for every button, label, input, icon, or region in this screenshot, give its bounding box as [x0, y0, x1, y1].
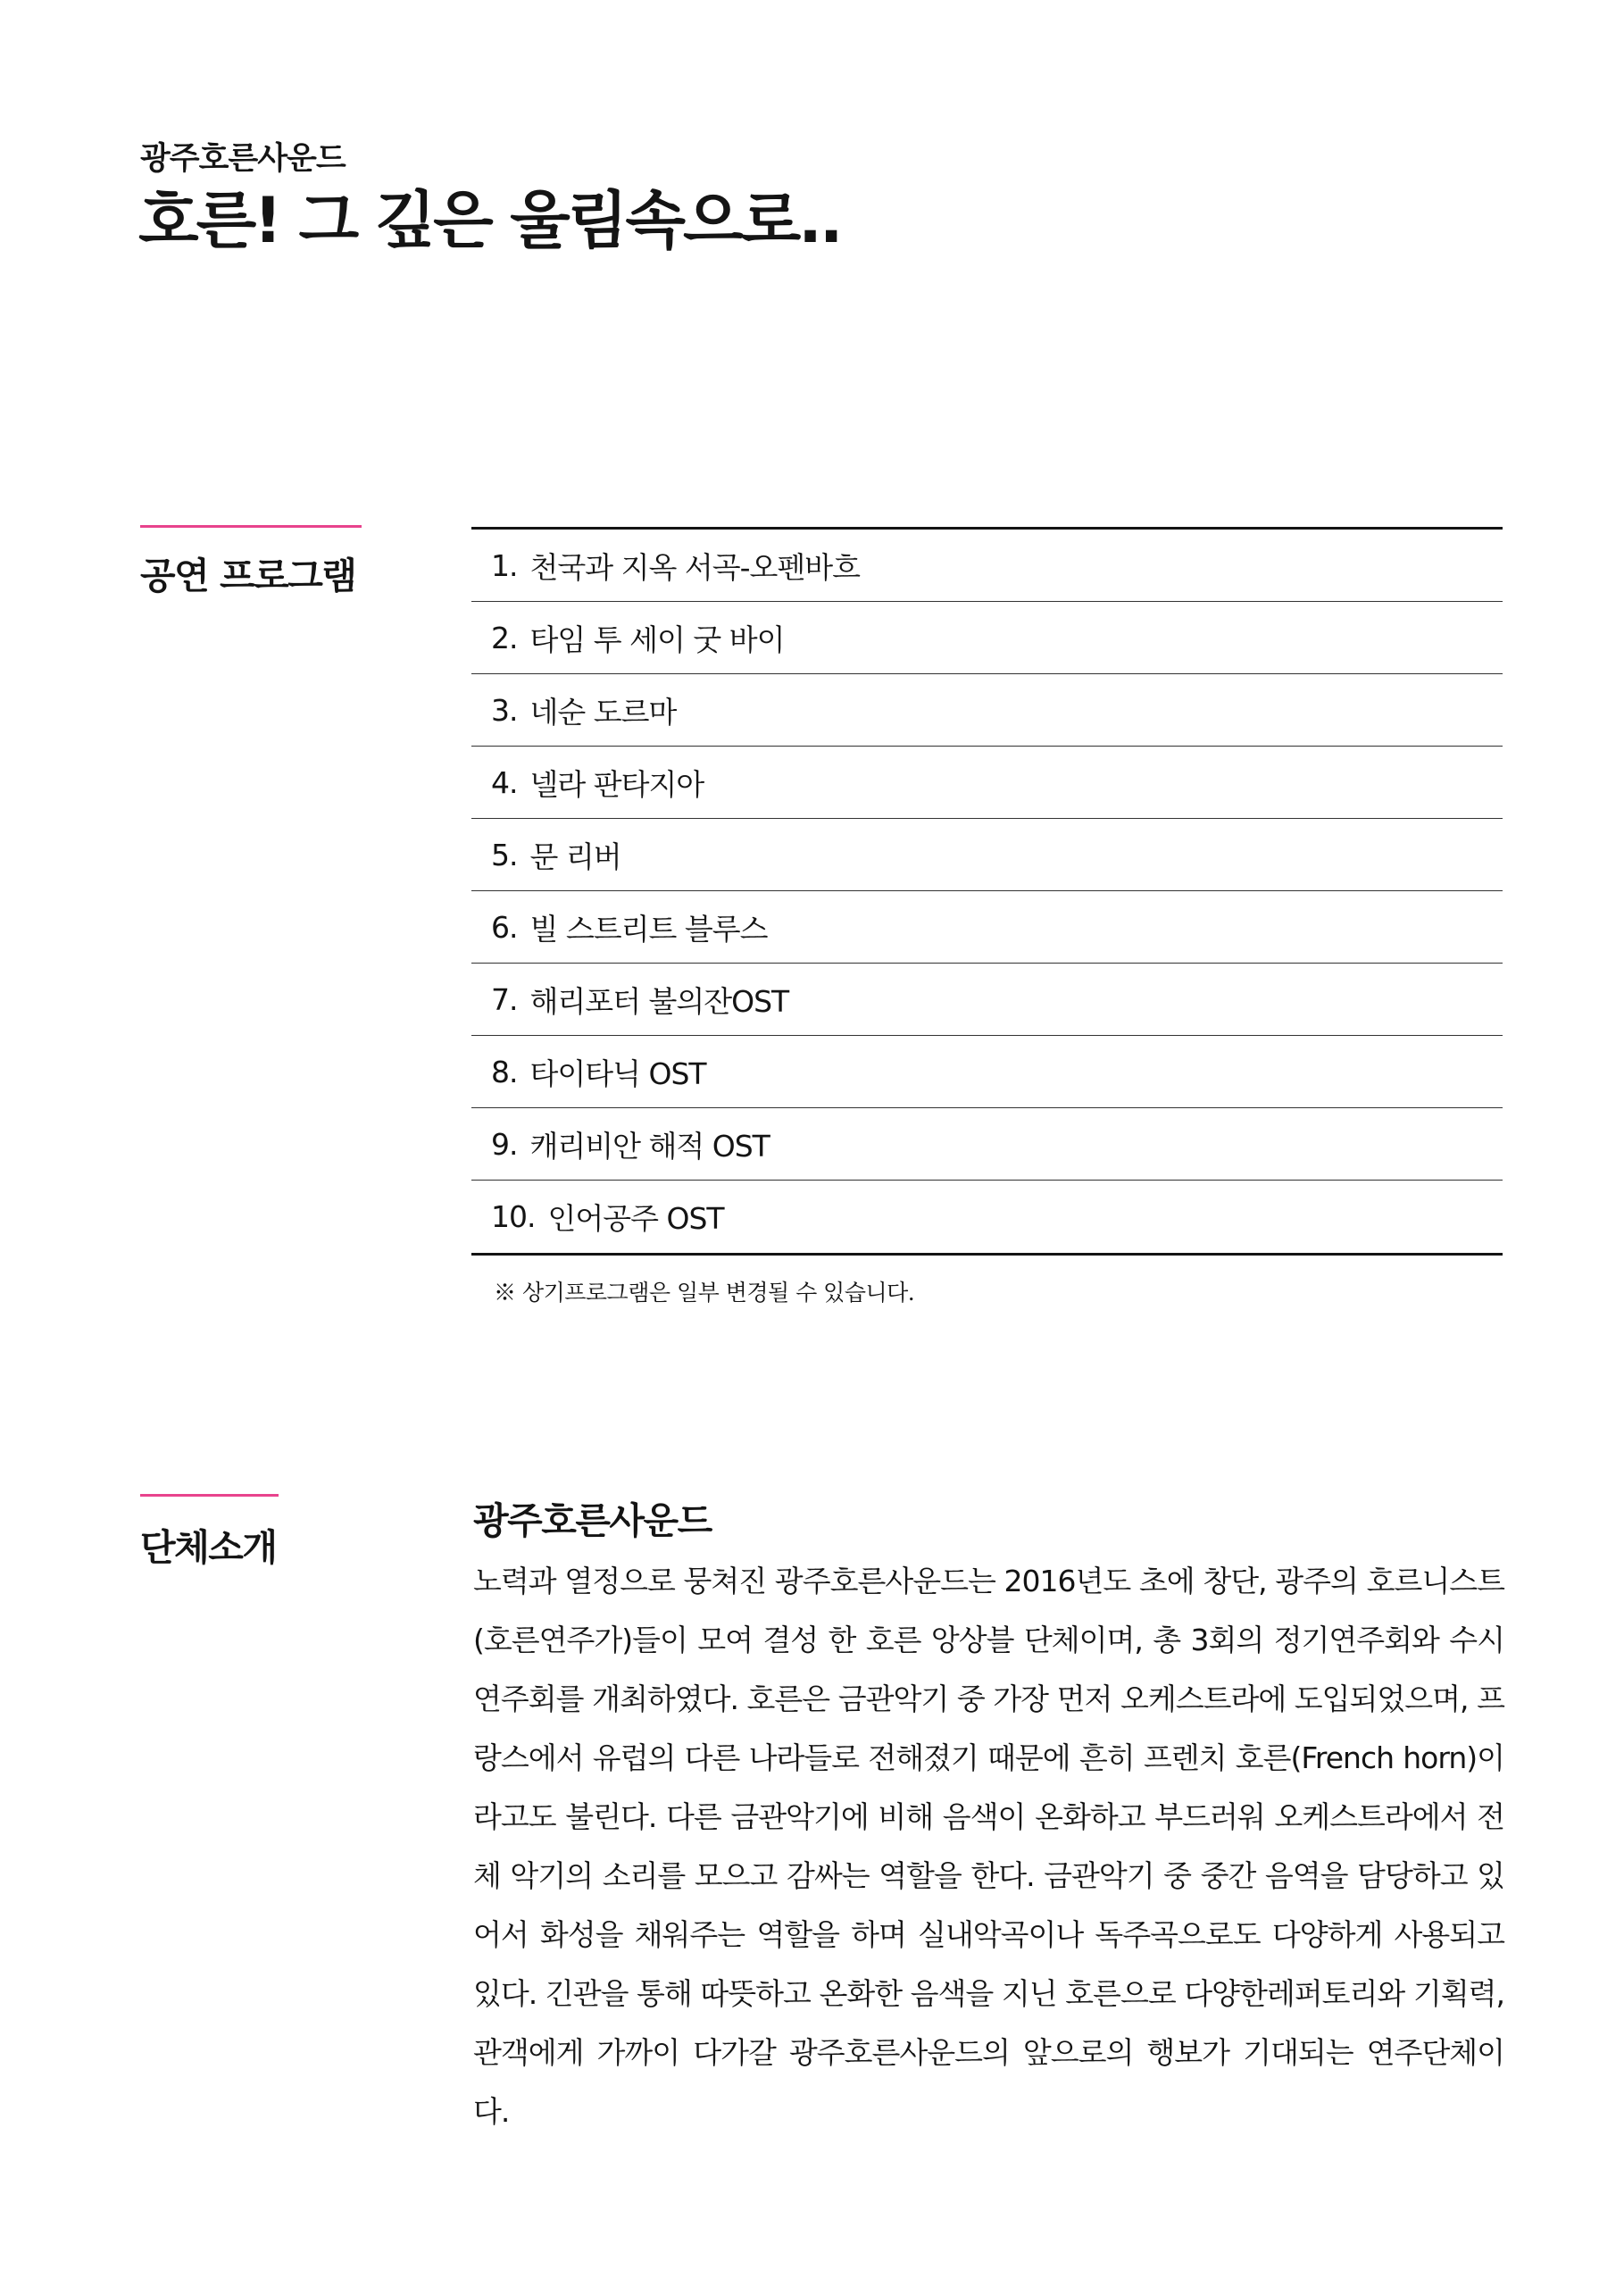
intro-heading: 단체소개 [140, 1526, 277, 1569]
program-item-number: 9. [491, 1126, 518, 1162]
program-item-number: 5. [491, 837, 518, 872]
program-item-title: 해리포터 불의잔OST [529, 983, 789, 1019]
program-item [471, 530, 1503, 602]
program-item [471, 891, 1503, 964]
program-item-number: 3. [491, 692, 518, 728]
program-accent-line [140, 525, 362, 528]
program-item [471, 1108, 1503, 1181]
program-item-number: 1. [491, 547, 518, 583]
program-item-number: 4. [491, 764, 518, 800]
program-item-number: 8. [491, 1054, 518, 1089]
program-item [471, 964, 1503, 1036]
program-item-title: 인어공주 OST [547, 1201, 724, 1236]
program-item-title: 타이타닉 OST [529, 1056, 706, 1091]
program-item-number: 7. [491, 981, 518, 1017]
program-item-title: 넬라 판타지아 [529, 766, 704, 802]
program-item-number: 6. [491, 909, 518, 945]
intro-title: 광주호른사운드 [473, 1499, 712, 1542]
program-item-number: 10. [491, 1199, 536, 1234]
program-list [471, 527, 1503, 1256]
program-item-title: 문 리버 [529, 839, 621, 874]
program-item-title: 빌 스트리트 블루스 [529, 911, 768, 947]
program-item-title: 캐리비안 해적 OST [529, 1128, 770, 1164]
program-heading: 공연 프로그램 [140, 555, 356, 597]
program-item [471, 747, 1503, 819]
program-change-note: ※ 상기프로그램은 일부 변경될 수 있습니다. [494, 1280, 915, 1306]
program-item-title: 타임 투 세이 굿 바이 [529, 622, 785, 657]
program-item [471, 1036, 1503, 1108]
program-item [471, 674, 1503, 747]
program-item-title: 네순 도르마 [529, 694, 677, 730]
group-name-subtitle: 광주호른사운드 [140, 141, 346, 177]
page-title: 호른! 그 깊은 울림속으로.. [138, 184, 841, 257]
intro-body-text: 노력과 열정으로 뭉쳐진 광주호른사운드는 2016년도 초에 창단, 광주의 호르니스트(호른연주가)들이 모여 결성 한 호른 앙상블 단체이며, 총 3회의 정기연주회와 수시연주회를 개최하였다. 호른은 금관악기 중 가장 먼저 오케스트라에 도입되었으며, 프랑스에서 유럽의 다른 나라들로 전해졌기 때문에 흔히 프렌치 호른(French horn)이라고도 불린다. 다른 금관악기에 비해 음색이 온화하고 부드러워 오케스트라에서 전체 악기의 소리를 모으고 감싸는 역할을 한다. 금관악기 중 중간 음역을 담당하고 있어서 화성을 채워주는 역할을 하며 실내악곡이나 독주곡으로도 다양하게 사용되고 있다. 긴관을 통해 따뜻하고 온화한 음색을 지닌 호른으로 다양한레퍼토리와 기획력, 관객에게 가까이 다가갈 광주호른사운드의 앞으로의 행보가 기대되는 연주단체이다. [473, 1564, 1504, 2129]
program-item [471, 819, 1503, 891]
program-item [471, 602, 1503, 674]
program-item-title: 천국과 지옥 서곡-오펜바흐 [529, 549, 861, 585]
program-item [471, 1181, 1503, 1253]
intro-accent-line [140, 1494, 279, 1497]
program-item-number: 2. [491, 620, 518, 655]
